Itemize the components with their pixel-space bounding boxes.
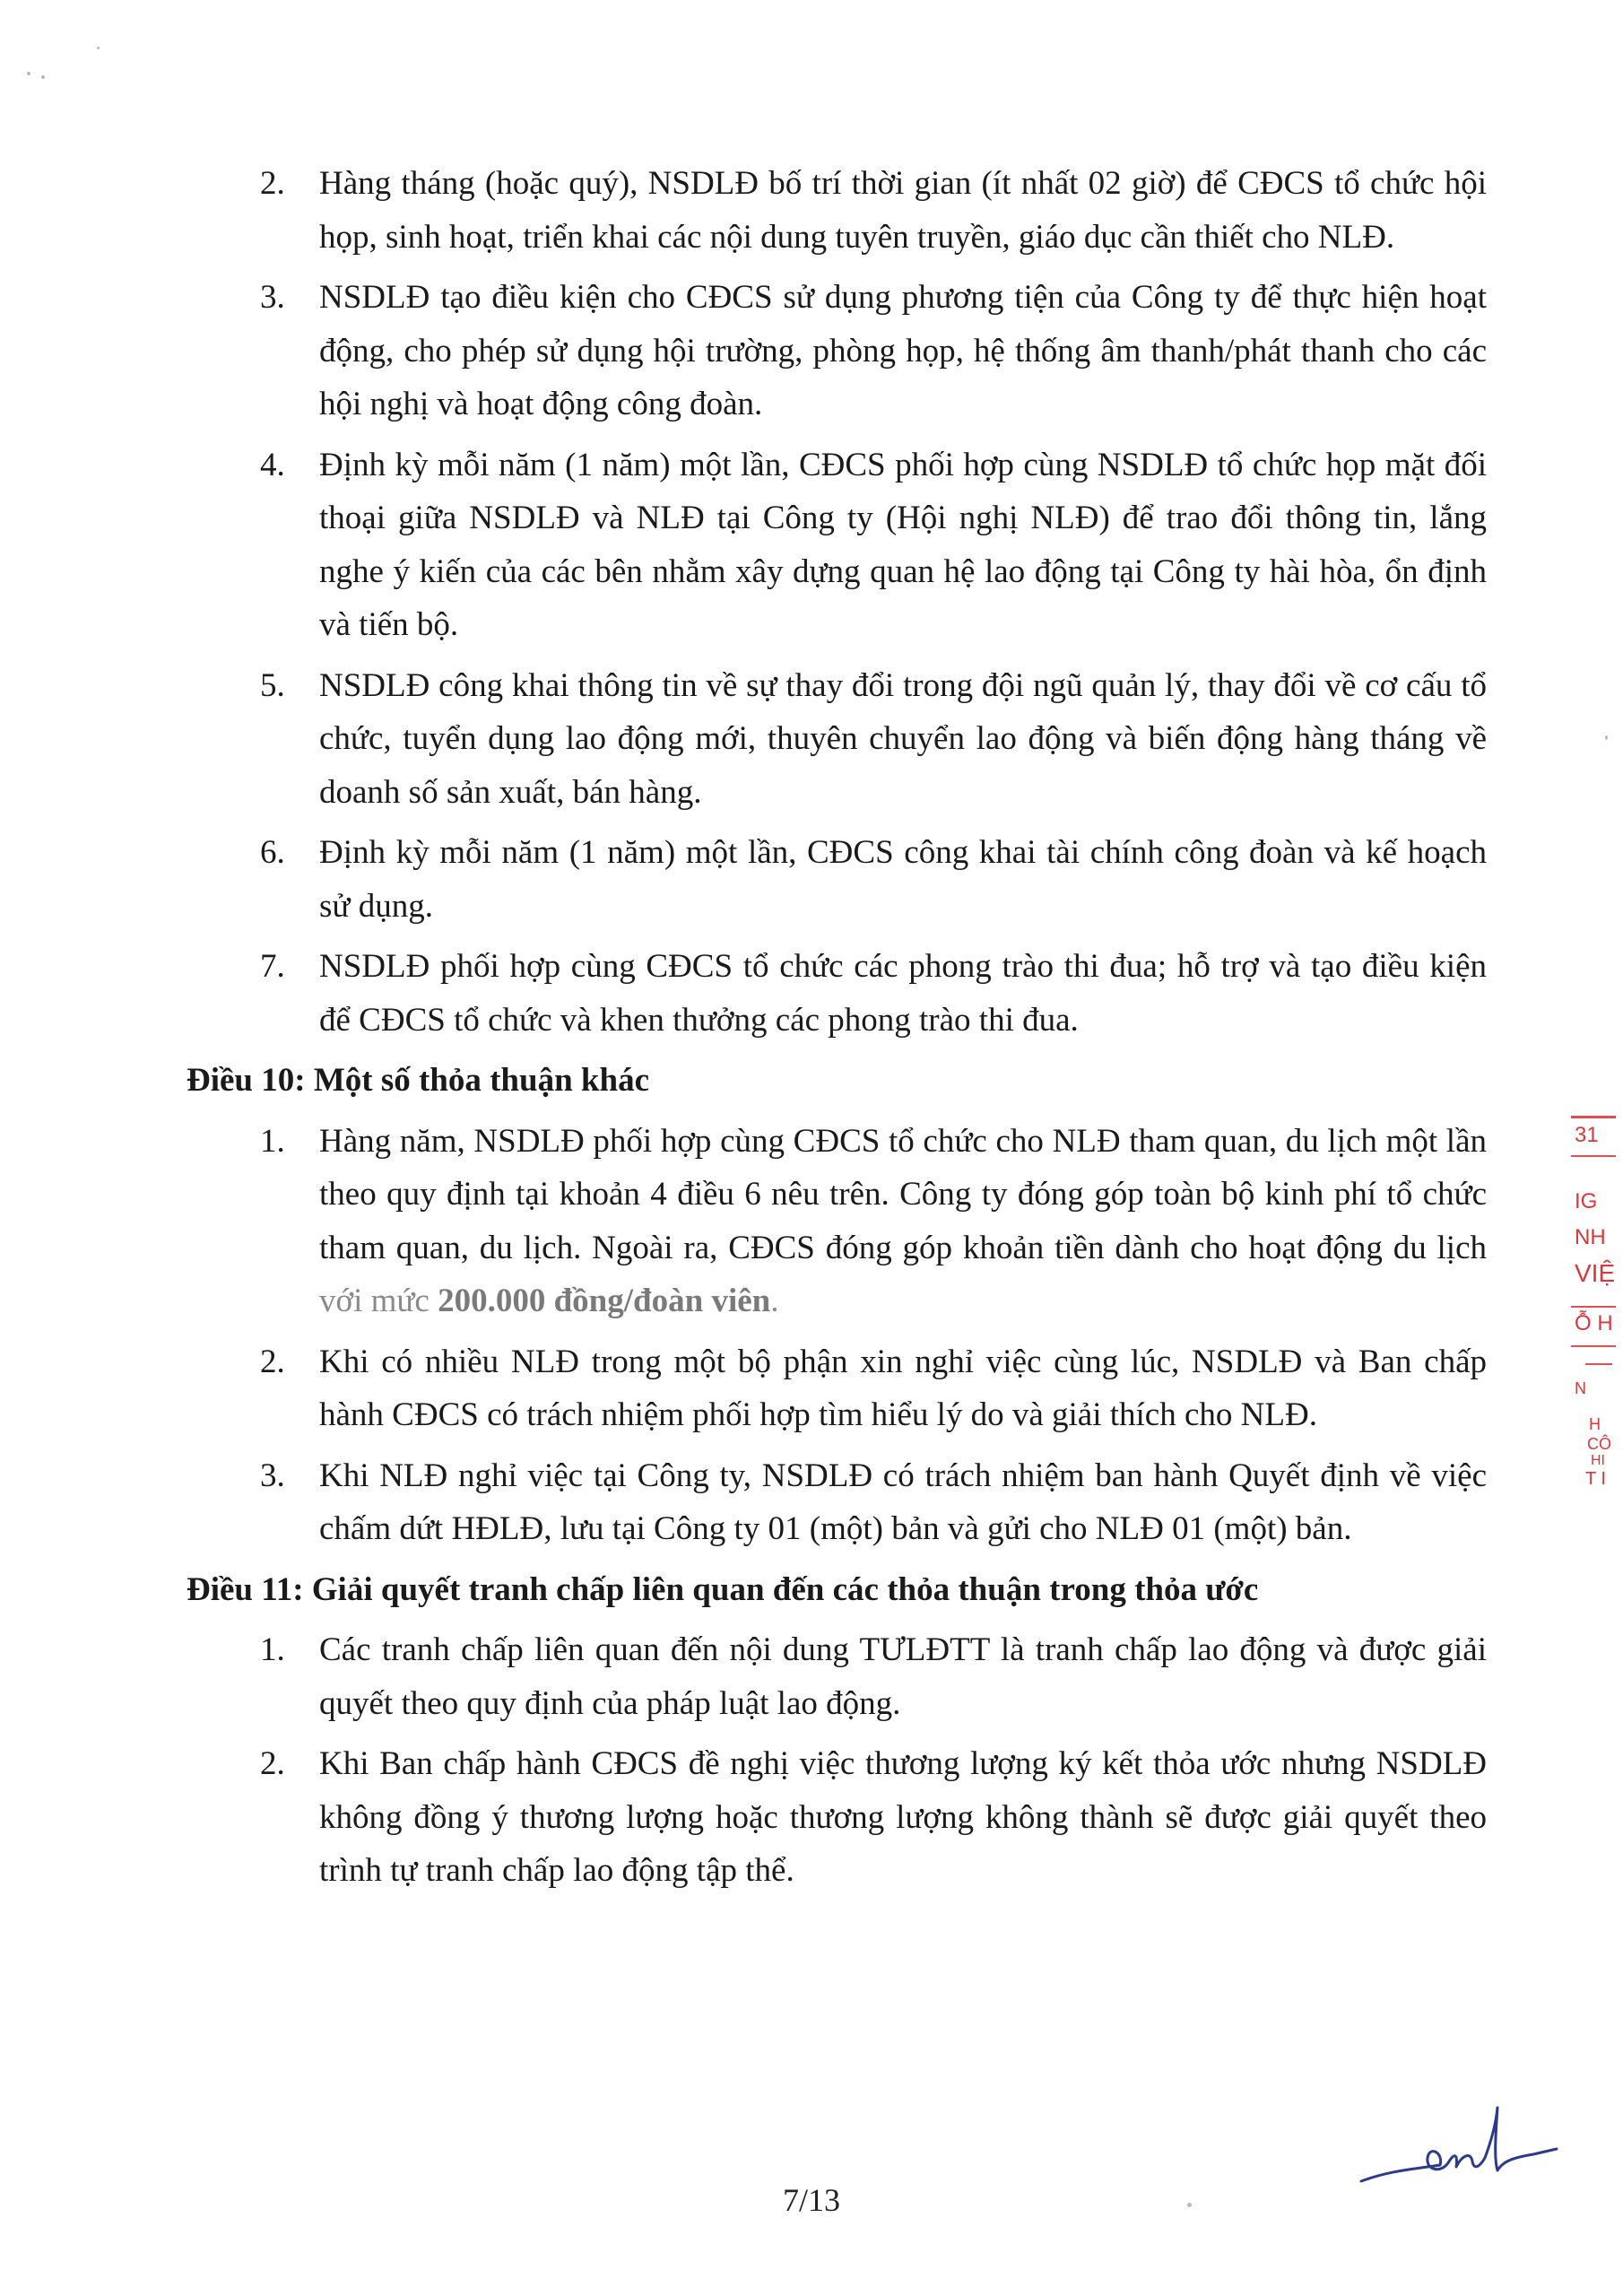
- article9-item: [187, 826, 1487, 933]
- item-number: 4.: [260, 446, 285, 483]
- seal-text: T I: [1585, 1469, 1606, 1489]
- article10-item-list: [187, 1115, 1487, 1556]
- item-number: 1.: [260, 1122, 285, 1160]
- seal-text: H: [1589, 1415, 1601, 1433]
- item-number: 5.: [260, 666, 285, 704]
- document-body: [187, 157, 1487, 1905]
- article11-heading: Điều 11: Giải quyết tranh chấp liên quan đến các thỏa thuận trong thỏa ước: [187, 1570, 1259, 1608]
- item-number: 2.: [260, 1343, 285, 1380]
- article9-item-list: [187, 157, 1487, 1047]
- seal-text: 31: [1575, 1123, 1599, 1147]
- page-number: 7/13: [782, 2182, 840, 2218]
- scan-speck: [1605, 735, 1608, 740]
- article9-item: [187, 940, 1487, 1047]
- article9-item: [187, 271, 1487, 431]
- item-text: Khi NLĐ nghỉ việc tại Công ty, NSDLĐ có trách nhiệm ban hành Quyết định về việc chấm dứt HĐLĐ, lưu tại Công ty 01 (một) bản và gửi cho NLĐ 01 (một) bản.: [319, 1457, 1487, 1547]
- seal-text: N: [1575, 1379, 1586, 1397]
- item-number: 6.: [260, 834, 285, 871]
- article11-item-list: [187, 1623, 1487, 1898]
- item-text: Khi có nhiều NLĐ trong một bộ phận xin nghỉ việc cùng lúc, NSDLĐ và Ban chấp hành CĐCS có trách nhiệm phối hợp tìm hiểu lý do và giải thích cho NLĐ.: [319, 1343, 1487, 1433]
- seal-text: Ỗ H: [1575, 1311, 1613, 1335]
- article10-item: [187, 1115, 1487, 1328]
- seal-text: NH: [1575, 1225, 1606, 1249]
- article11-item: [187, 1623, 1487, 1730]
- article9-item: [187, 439, 1487, 652]
- article9-item: [187, 157, 1487, 264]
- item-text: Định kỳ mỗi năm (1 năm) một lần, CĐCS phối hợp cùng NSDLĐ tổ chức họp mặt đối thoại giữa NSDLĐ và NLĐ tại Công ty (Hội nghị NLĐ) để trao đổi thông tin, lắng nghe ý kiến của các bên nhằm xây dựng quan hệ lao động tại Công ty hài hòa, ổn định và tiến bộ.: [319, 446, 1487, 643]
- item-number: 3.: [260, 1457, 285, 1494]
- item-number: 3.: [260, 279, 285, 316]
- item-text: Hàng năm, NSDLĐ phối hợp cùng CĐCS tổ chức cho NLĐ tham quan, du lịch một lần theo quy định tại khoản 4 điều 6 nêu trên. Công ty đóng góp toàn bộ kinh phí tổ chức tham quan, du lịch. Ngoài ra, CĐCS đóng góp khoản tiền dành cho hoạt động du lịch: [319, 1122, 1487, 1266]
- article11-item: [187, 1737, 1487, 1898]
- item-number: 2.: [260, 165, 285, 202]
- item-number: 1.: [260, 1631, 285, 1668]
- item-number: 7.: [260, 948, 285, 985]
- article10-item: [187, 1449, 1487, 1556]
- item-text-faint: với mức: [319, 1283, 438, 1319]
- item-text: NSDLĐ phối hợp cùng CĐCS tổ chức các phong trào thi đua; hỗ trợ và tạo điều kiện để CĐCS tổ chức và khen thưởng các phong trào thi đua.: [319, 948, 1487, 1039]
- item-text: Hàng tháng (hoặc quý), NSDLĐ bố trí thời gian (ít nhất 02 giờ) để CĐCS tổ chức hội họp, sinh hoạt, triển khai các nội dung tuyên truyền, giáo dục cần thiết cho NLĐ.: [319, 165, 1487, 256]
- scan-speck: [97, 47, 100, 49]
- article10-heading: Điều 10: Một số thỏa thuận khác: [187, 1062, 649, 1099]
- item-text: NSDLĐ tạo điều kiện cho CĐCS sử dụng phương tiện của Công ty để thực hiện hoạt động, cho phép sử dụng hội trường, phòng họp, hệ thống âm thanh/phát thanh cho các hội nghị và hoạt động công đoàn.: [319, 279, 1487, 422]
- scan-speck: [41, 75, 45, 79]
- item-text: Các tranh chấp liên quan đến nội dung TƯLĐTT là tranh chấp lao động và được giải quyết theo quy định của pháp luật lao động.: [319, 1631, 1487, 1722]
- item-text: NSDLĐ công khai thông tin về sự thay đổi trong đội ngũ quản lý, thay đổi về cơ cấu tổ chức, tuyển dụng lao động mới, thuyên chuyển lao động và biến động hàng tháng về doanh số sản xuất, bán hàng.: [319, 666, 1487, 811]
- seal-text: HI: [1591, 1453, 1605, 1468]
- contribution-amount: 200.000 đồng/đoàn viên: [438, 1283, 771, 1319]
- article9-item: [187, 659, 1487, 820]
- item-text: Khi Ban chấp hành CĐCS đề nghị việc thương lượng ký kết thỏa ước nhưng NSDLĐ không đồng ý thương lượng hoặc thương lượng không thành sẽ được giải quyết theo trình tự tranh chấp lao động tập thể.: [319, 1745, 1487, 1889]
- company-seal-fragment: [1567, 1092, 1623, 1487]
- scan-speck: [27, 72, 30, 75]
- seal-text: CÔ: [1587, 1435, 1611, 1453]
- item-text: Định kỳ mỗi năm (1 năm) một lần, CĐCS công khai tài chính công đoàn và kế hoạch sử dụng.: [319, 834, 1487, 925]
- seal-text: IG: [1575, 1189, 1598, 1213]
- item-text-end: .: [770, 1283, 779, 1319]
- seal-text: VIỆ: [1575, 1259, 1616, 1287]
- article10-item: [187, 1335, 1487, 1442]
- item-number: 2.: [260, 1745, 285, 1782]
